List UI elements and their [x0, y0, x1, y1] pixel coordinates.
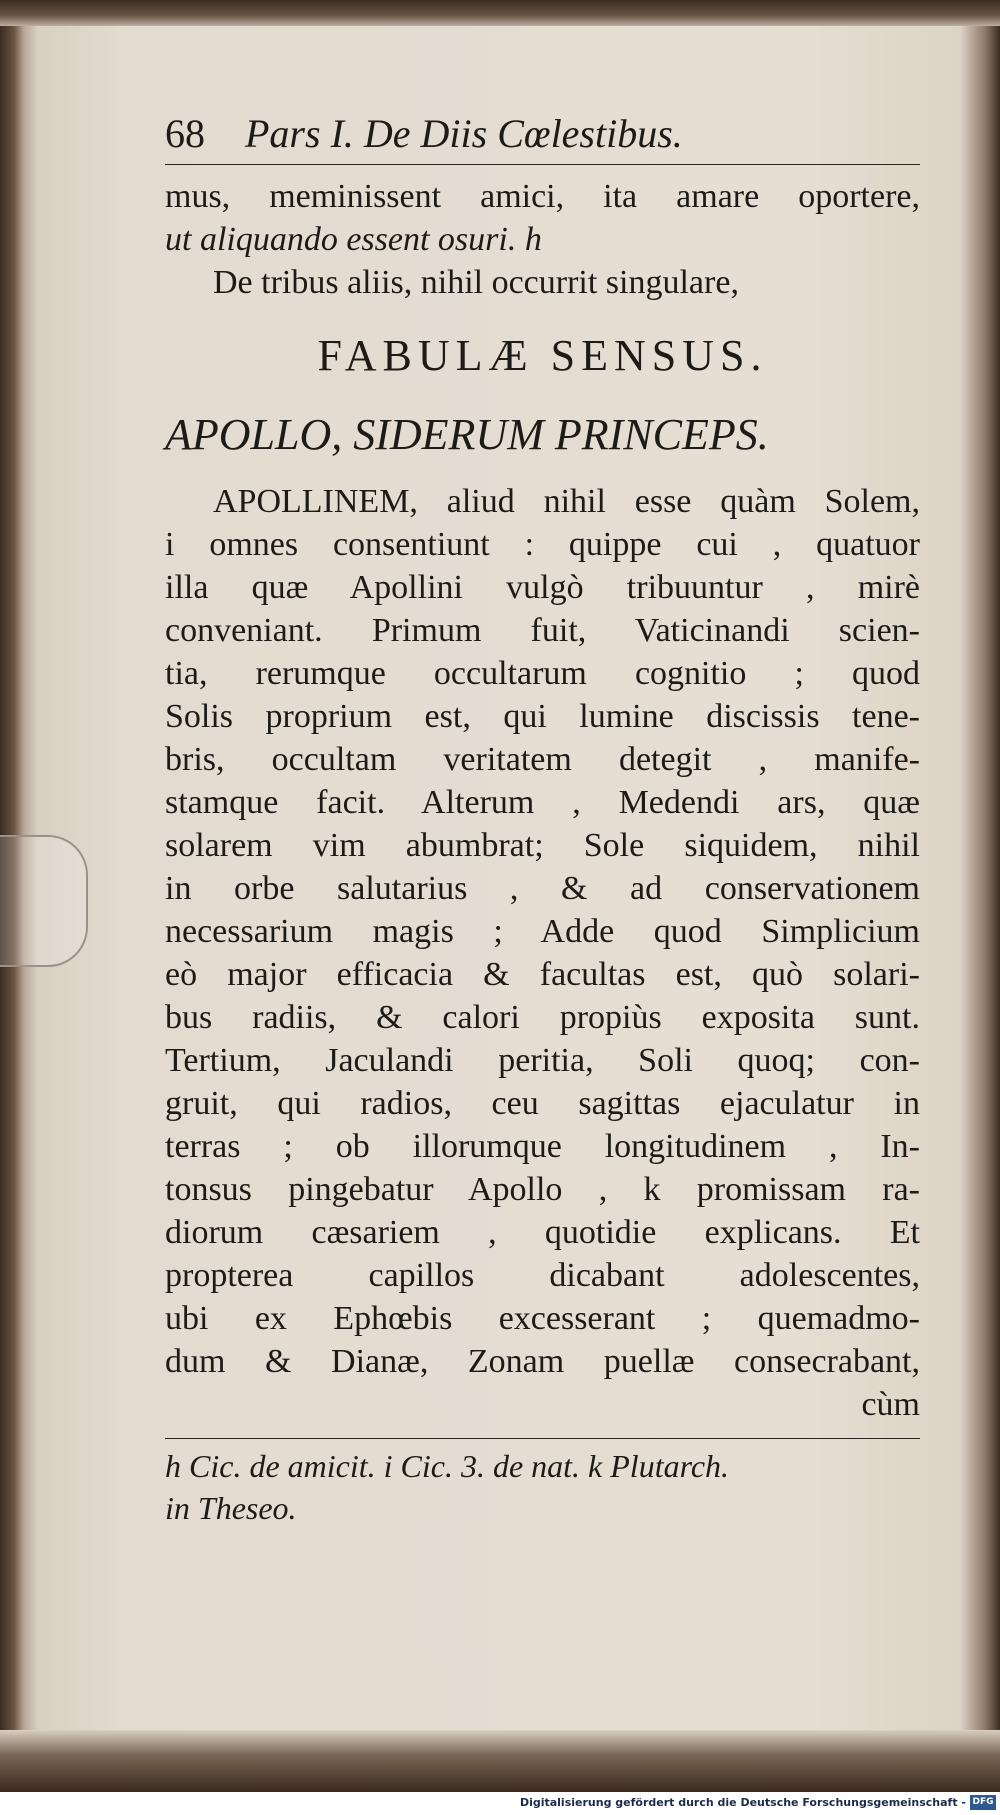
text-line: De tribus aliis, nihil occurrit singulare,: [213, 264, 739, 301]
page-clip-mark: [0, 835, 88, 967]
text-line: gruit, qui radios, ceu sagittas ejaculatur in: [165, 1085, 920, 1122]
text-line: propterea capillos dicabant adolescentes,: [165, 1257, 920, 1294]
dfg-logo: DFG: [970, 1795, 996, 1810]
sub-heading: APOLLO, SIDERUM PRINCEPS.: [165, 410, 769, 459]
text-line: eò major efficacia & facultas est, quò solari-: [165, 956, 920, 993]
text-line: Tertium, Jaculandi peritia, Soli quoq; con-: [165, 1042, 920, 1079]
footnote-line: in Theseo.: [165, 1490, 297, 1526]
text-line: i omnes consentiunt : quippe cui , quatuor: [165, 526, 920, 563]
text-line: conveniant. Primum fuit, Vaticinandi scien-: [165, 612, 920, 649]
text-line: solarem vim abumbrat; Sole siquidem, nihil: [165, 827, 920, 864]
digitization-footer: [0, 1792, 1000, 1815]
catchword: cùm: [861, 1386, 920, 1423]
book-bottom-edge: [0, 1730, 1000, 1792]
header-rule: [165, 164, 920, 165]
text-line: necessarium magis ; Adde quod Simplicium: [165, 913, 920, 950]
funding-credit: Digitalisierung gefördert durch die Deutsche Forschungsgemeinschaft -: [519, 1796, 966, 1809]
text-line: ut aliquando essent osuri. h: [165, 221, 542, 258]
page-text: [165, 110, 920, 1529]
footnote-line: h Cic. de amicit. i Cic. 3. de nat. k Plutarch.: [165, 1448, 730, 1484]
text-line: tia, rerumque occultarum cognitio ; quod: [165, 655, 920, 692]
text-line: tonsus pingebatur Apollo , k promissam ra-: [165, 1171, 920, 1208]
text-line: terras ; ob illorumque longitudinem , In-: [165, 1128, 920, 1165]
text-line: in orbe salutarius , & ad conservationem: [165, 870, 920, 907]
text-line: diorum cæsariem , quotidie explicans. Et: [165, 1214, 920, 1251]
running-header: [165, 110, 920, 160]
text-line: Solis proprium est, qui lumine discissis tene-: [165, 698, 920, 735]
text-line: dum & Dianæ, Zonam puellæ consecrabant,: [165, 1343, 920, 1380]
text-line: bris, occultam veritatem detegit , manife-: [165, 741, 920, 778]
text-line: illa quæ Apollini vulgò tribuuntur , mirè: [165, 569, 920, 606]
running-title: Pars I. De Diis Cœlestibus.: [245, 111, 683, 156]
footnote-rule: [165, 1438, 920, 1439]
text-line: APOLLINEM, aliud nihil esse quàm Solem,: [213, 483, 920, 520]
text-line: mus, meminissent amici, ita amare oportere,: [165, 178, 920, 215]
page-number: 68: [165, 111, 205, 156]
text-line: stamque facit. Alterum , Medendi ars, quæ: [165, 784, 920, 821]
book-top-edge: [0, 0, 1000, 26]
section-heading: FABULÆ SENSUS.: [317, 331, 768, 380]
text-line: ubi ex Ephœbis excesserant ; quemadmo-: [165, 1300, 920, 1337]
text-line: bus radiis, & calori propiùs exposita sunt.: [165, 999, 920, 1036]
